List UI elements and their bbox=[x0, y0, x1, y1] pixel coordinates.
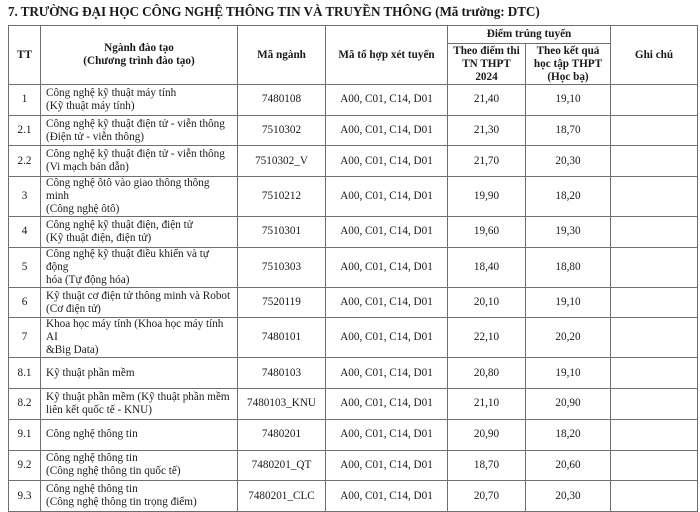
cell-to-hop: A00, C01, C14, D01 bbox=[326, 177, 448, 217]
header-hocba-line1: Theo kết quả bbox=[536, 44, 600, 57]
cell-to-hop: A00, C01, C14, D01 bbox=[326, 85, 448, 116]
cell-nganh-line1: Kỹ thuật phần mềm bbox=[46, 366, 135, 379]
table-row bbox=[9, 481, 698, 512]
header-row bbox=[9, 26, 698, 44]
cell-diem-hocba: 19,10 bbox=[526, 85, 611, 116]
cell-tt: 2.1 bbox=[9, 115, 41, 146]
cell-nganh-line2: (Công nghệ ôtô) bbox=[46, 203, 120, 216]
cell-diem-hocba: 20,30 bbox=[526, 481, 611, 512]
cell-ghi-chu bbox=[611, 247, 698, 287]
table-row bbox=[9, 287, 698, 318]
cell-ghi-chu bbox=[611, 287, 698, 318]
cell-tt: 8.2 bbox=[9, 389, 41, 420]
header-ghi-chu: Ghi chú bbox=[611, 26, 698, 85]
cell-ma-nganh: 7510301 bbox=[238, 217, 326, 248]
cell-tt: 3 bbox=[9, 177, 41, 217]
cell-ghi-chu bbox=[611, 318, 698, 358]
cell-nganh-line1: Kỹ thuật phần mềm (Kỹ thuật phần mềm bbox=[46, 390, 230, 403]
table-row bbox=[9, 115, 698, 146]
cell-nganh-line1: Công nghệ thông tin bbox=[46, 428, 138, 441]
cell-tt: 9.3 bbox=[9, 481, 41, 512]
cell-nganh bbox=[41, 247, 238, 287]
cell-tt: 8.1 bbox=[9, 358, 41, 389]
cell-ghi-chu bbox=[611, 419, 698, 450]
cell-nganh bbox=[41, 217, 238, 248]
cell-diem-thpt: 21,40 bbox=[448, 85, 526, 116]
cell-to-hop: A00, C01, C14, D01 bbox=[326, 481, 448, 512]
cell-nganh bbox=[41, 450, 238, 481]
cell-nganh-line1: Khoa học máy tính (Khoa học máy tính AI bbox=[46, 318, 224, 344]
cell-ma-nganh: 7480201_QT bbox=[238, 450, 326, 481]
cell-diem-thpt: 18,40 bbox=[448, 247, 526, 287]
header-thpt-line3: 2024 bbox=[475, 70, 498, 83]
cell-to-hop: A00, C01, C14, D01 bbox=[326, 450, 448, 481]
cell-ma-nganh: 7510302 bbox=[238, 115, 326, 146]
table-body bbox=[9, 85, 698, 512]
cell-ghi-chu bbox=[611, 115, 698, 146]
cell-nganh bbox=[41, 146, 238, 177]
section-title: 7. TRƯỜNG ĐẠI HỌC CÔNG NGHỆ THÔNG TIN VÀ TRUYỀN THÔNG (Mã trường: DTC) bbox=[8, 4, 540, 19]
header-hocba-line2: học tập THPT bbox=[533, 57, 603, 70]
cell-diem-hocba: 20,30 bbox=[526, 146, 611, 177]
cell-diem-thpt: 20,70 bbox=[448, 481, 526, 512]
cell-nganh bbox=[41, 419, 238, 450]
cell-nganh-line2: (Công nghệ thông tin trọng điểm) bbox=[46, 496, 197, 509]
cell-diem-thpt: 21,30 bbox=[448, 115, 526, 146]
cell-to-hop: A00, C01, C14, D01 bbox=[326, 358, 448, 389]
cell-nganh-line2: hóa (Tự động hóa) bbox=[46, 273, 130, 286]
cell-nganh-line2: liên kết quốc tế - KNU) bbox=[46, 403, 152, 416]
cell-diem-thpt: 22,10 bbox=[448, 318, 526, 358]
header-hocba-line3: (Học bạ) bbox=[547, 70, 589, 83]
cell-ma-nganh: 7480103_KNU bbox=[238, 389, 326, 420]
cell-nganh-line2: (Vi mạch bán dẫn) bbox=[46, 161, 129, 174]
header-diem: Điểm trúng tuyển bbox=[448, 26, 611, 44]
cell-ma-nganh: 7520119 bbox=[238, 287, 326, 318]
cell-nganh bbox=[41, 481, 238, 512]
cell-diem-thpt: 18,70 bbox=[448, 450, 526, 481]
header-thpt bbox=[448, 44, 526, 85]
cell-ghi-chu bbox=[611, 358, 698, 389]
cell-nganh-line2: (Cơ điện tử) bbox=[46, 302, 101, 315]
cell-tt: 4 bbox=[9, 217, 41, 248]
header-thpt-line1: Theo điểm thi bbox=[453, 44, 520, 57]
cell-ghi-chu bbox=[611, 481, 698, 512]
cell-tt: 9.1 bbox=[9, 419, 41, 450]
cell-to-hop: A00, C01, C14, D01 bbox=[326, 318, 448, 358]
cell-ma-nganh: 7480103 bbox=[238, 358, 326, 389]
cell-nganh-line1: Công nghệ ôtô vào giao thông thông minh bbox=[46, 177, 210, 203]
header-to-hop: Mã tổ hợp xét tuyển bbox=[326, 26, 448, 85]
header-nganh bbox=[41, 26, 238, 85]
cell-diem-hocba: 18,80 bbox=[526, 247, 611, 287]
cell-nganh bbox=[41, 85, 238, 116]
cell-diem-thpt: 20,90 bbox=[448, 419, 526, 450]
cell-diem-hocba: 19,10 bbox=[526, 358, 611, 389]
header-ma-nganh: Mã ngành bbox=[238, 26, 326, 85]
cell-tt: 5 bbox=[9, 247, 41, 287]
cell-nganh-line1: Công nghệ kỹ thuật điện tử - viễn thông bbox=[46, 117, 225, 130]
cell-ghi-chu bbox=[611, 389, 698, 420]
cell-ma-nganh: 7510303 bbox=[238, 247, 326, 287]
cell-diem-hocba: 20,90 bbox=[526, 389, 611, 420]
cell-to-hop: A00, C01, C14, D01 bbox=[326, 115, 448, 146]
header-tt: TT bbox=[9, 26, 41, 85]
cell-ma-nganh: 7480108 bbox=[238, 85, 326, 116]
cell-diem-hocba: 18,20 bbox=[526, 177, 611, 217]
cell-nganh-line2: (Kỹ thuật máy tính) bbox=[46, 99, 135, 112]
cell-ma-nganh: 7480201 bbox=[238, 419, 326, 450]
cell-nganh-line2: (Điện tử - viễn thông) bbox=[46, 130, 145, 143]
cell-to-hop: A00, C01, C14, D01 bbox=[326, 419, 448, 450]
cell-diem-thpt: 20,80 bbox=[448, 358, 526, 389]
cell-nganh bbox=[41, 318, 238, 358]
cell-ghi-chu bbox=[611, 217, 698, 248]
cell-nganh bbox=[41, 389, 238, 420]
header-thpt-line2: TN THPT bbox=[462, 57, 511, 70]
cell-diem-hocba: 20,60 bbox=[526, 450, 611, 481]
cell-diem-thpt: 21,10 bbox=[448, 389, 526, 420]
table-row bbox=[9, 146, 698, 177]
table-row bbox=[9, 247, 698, 287]
cell-diem-hocba: 20,20 bbox=[526, 318, 611, 358]
table-row bbox=[9, 318, 698, 358]
header-nganh-line1: Ngành đào tạo bbox=[104, 42, 174, 54]
cell-diem-hocba: 18,20 bbox=[526, 419, 611, 450]
cell-ghi-chu bbox=[611, 85, 698, 116]
cell-diem-thpt: 21,70 bbox=[448, 146, 526, 177]
cell-nganh bbox=[41, 115, 238, 146]
cell-to-hop: A00, C01, C14, D01 bbox=[326, 247, 448, 287]
cell-nganh-line1: Công nghệ kỹ thuật điện, điện tử bbox=[46, 218, 193, 231]
cell-nganh-line1: Công nghệ thông tin bbox=[46, 452, 138, 465]
table-row bbox=[9, 358, 698, 389]
cell-diem-hocba: 19,10 bbox=[526, 287, 611, 318]
cell-nganh-line1: Công nghệ kỹ thuật máy tính bbox=[46, 86, 177, 99]
cell-nganh bbox=[41, 177, 238, 217]
cell-nganh-line2: (Kỹ thuật điện, điện tử) bbox=[46, 231, 152, 244]
cell-nganh-line1: Công nghệ kỹ thuật điều khiển và tự động bbox=[46, 247, 209, 273]
cell-ghi-chu bbox=[611, 146, 698, 177]
cell-tt: 7 bbox=[9, 318, 41, 358]
cell-diem-hocba: 19,30 bbox=[526, 217, 611, 248]
cell-ghi-chu bbox=[611, 450, 698, 481]
table-row bbox=[9, 217, 698, 248]
cell-to-hop: A00, C01, C14, D01 bbox=[326, 217, 448, 248]
table-row bbox=[9, 450, 698, 481]
cell-to-hop: A00, C01, C14, D01 bbox=[326, 146, 448, 177]
cell-tt: 6 bbox=[9, 287, 41, 318]
cell-diem-hocba: 18,70 bbox=[526, 115, 611, 146]
cell-diem-thpt: 19,60 bbox=[448, 217, 526, 248]
cell-ma-nganh: 7480201_CLC bbox=[238, 481, 326, 512]
cell-diem-thpt: 20,10 bbox=[448, 287, 526, 318]
cell-ghi-chu bbox=[611, 177, 698, 217]
table-row bbox=[9, 85, 698, 116]
cell-to-hop: A00, C01, C14, D01 bbox=[326, 287, 448, 318]
cell-nganh-line2: &Big Data) bbox=[46, 344, 99, 357]
cell-tt: 2.2 bbox=[9, 146, 41, 177]
cell-ma-nganh: 7510212 bbox=[238, 177, 326, 217]
cell-nganh bbox=[41, 358, 238, 389]
cell-diem-thpt: 19,90 bbox=[448, 177, 526, 217]
cell-ma-nganh: 7480101 bbox=[238, 318, 326, 358]
table-row bbox=[9, 177, 698, 217]
cell-nganh bbox=[41, 287, 238, 318]
cell-nganh-line1: Kỹ thuật cơ điện tử thông minh và Robot bbox=[46, 289, 231, 302]
cell-to-hop: A00, C01, C14, D01 bbox=[326, 389, 448, 420]
admission-scores-table bbox=[8, 25, 698, 512]
cell-nganh-line2: (Công nghệ thông tin quốc tế) bbox=[46, 465, 181, 478]
header-hocba bbox=[526, 44, 611, 85]
header-nganh-line2: (Chương trình đào tạo) bbox=[83, 55, 195, 67]
cell-ma-nganh: 7510302_V bbox=[238, 146, 326, 177]
table-row bbox=[9, 419, 698, 450]
cell-nganh-line1: Công nghệ kỹ thuật điện tử - viễn thông bbox=[46, 148, 225, 161]
cell-tt: 9.2 bbox=[9, 450, 41, 481]
cell-tt: 1 bbox=[9, 85, 41, 116]
cell-nganh-line1: Công nghệ thông tin bbox=[46, 483, 138, 496]
table-row bbox=[9, 389, 698, 420]
